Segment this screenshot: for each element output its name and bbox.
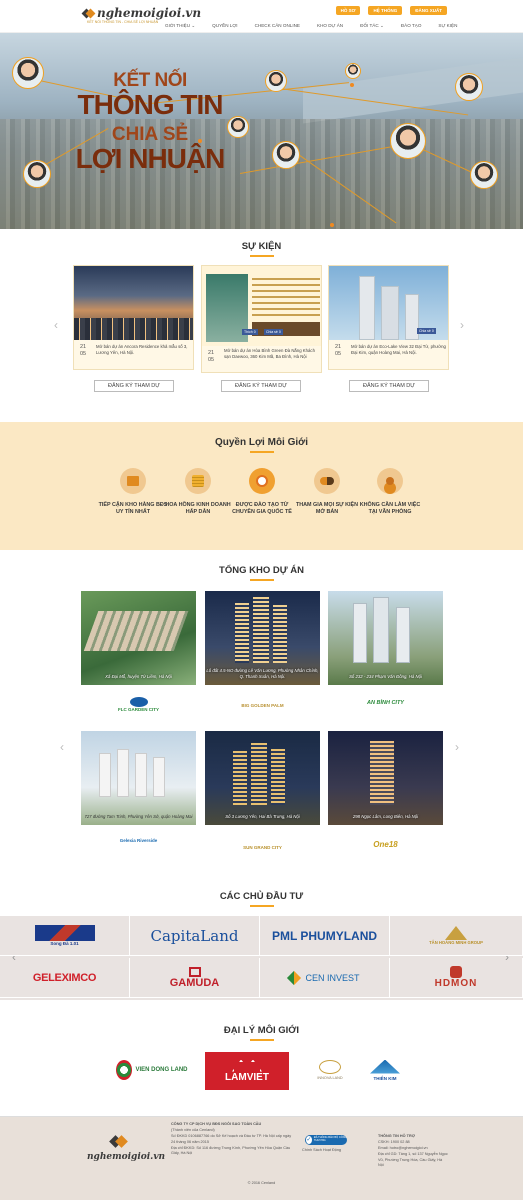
footer-email[interactable]: Email: hotro@nghemoigioi.vn xyxy=(378,1145,428,1150)
footer-company: CÔNG TY CP DỊCH VỤ BĐS NGÔI SAO TOÀN CẦU xyxy=(171,1122,262,1126)
footer-address: Địa chỉ ĐKKD: Số 116 đường Trung Kính, Phường Yên Hòa Quận Cầu Giấy, Hà Nội xyxy=(171,1145,291,1156)
ministry-badge-text: ĐÃ THÔNG BÁO BỘ CÔNG THƯƠNG xyxy=(313,1136,347,1142)
investor-name: Song Đà 1.01 xyxy=(50,941,79,946)
event-day: 21 xyxy=(335,344,342,350)
register-button[interactable]: ĐĂNG KÝ THAM DỰ xyxy=(94,380,174,392)
event-text: Mở bán dự án Eco-Lake View 32 Đại Từ, phường Đại Kim, quận Hoàng Mai, Hà Nội. xyxy=(351,344,446,356)
share-button[interactable]: Chia sẻ 0 xyxy=(266,330,281,334)
person-avatar xyxy=(23,160,51,188)
event-image xyxy=(329,266,448,340)
project-caption: 727 đường Tam Trinh, Phường Yên Sở, quận Hoàng Mai xyxy=(84,813,193,819)
benefit-label: KHÔNG CẦN LÀM VIỆC TẠI VĂN PHÒNG xyxy=(359,502,421,516)
event-date xyxy=(80,344,86,358)
footer-company-info xyxy=(171,1122,296,1157)
hdmon-logo-icon xyxy=(450,966,462,978)
investor-name: GAMUDA xyxy=(169,976,220,989)
investor-logo[interactable] xyxy=(390,958,523,998)
projects-next-arrow-icon[interactable]: › xyxy=(455,740,459,754)
investor-name: TÂN HOÀNG MINH GROUP xyxy=(429,940,483,945)
project-card[interactable] xyxy=(328,591,443,685)
event-date xyxy=(208,350,214,364)
investor-logo[interactable] xyxy=(0,916,130,956)
hero-banner[interactable] xyxy=(0,33,523,229)
hero-line-4: LỢI NHUẬN xyxy=(75,143,225,174)
investor-name: CapitaLand xyxy=(150,926,239,945)
eagle-logo-icon xyxy=(445,926,467,940)
nav-benefits[interactable]: QUYỀN LỢI xyxy=(212,23,238,28)
project-caption: Số 3 Lương Yên, Hai Bà Trưng, Hà Nội xyxy=(225,813,300,819)
investor-logo[interactable] xyxy=(130,916,260,956)
events-prev-arrow-icon[interactable]: ‹ xyxy=(54,318,58,332)
songda-logo-icon xyxy=(35,925,95,941)
investor-name: HDMON xyxy=(434,978,478,989)
agent-logo[interactable] xyxy=(355,1052,415,1088)
logo-tagline: KẾT NỐI THÔNG TIN - CHIA SẺ LỢI NHUẬN xyxy=(87,20,159,24)
project-card[interactable] xyxy=(328,731,443,825)
agent-name: VIEN DONG LAND xyxy=(135,1067,188,1073)
system-button[interactable]: HỆ THỐNG xyxy=(368,6,402,15)
event-text: Mở bán dự án Ancora Residence khả mẫu số 3, Lương Yên, Hà Nội. xyxy=(96,344,188,356)
footer-logo-diamond-icon xyxy=(109,1133,127,1151)
footer-logo[interactable] xyxy=(95,1133,127,1151)
event-day: 21 xyxy=(208,350,215,356)
project-logo[interactable]: Gelexia Riverside xyxy=(119,838,158,843)
project-logo-text: FLC GARDEN CITY xyxy=(118,707,159,712)
benefit-label: TIẾP CẬN KHO HÀNG BĐS UY TÍN NHẤT xyxy=(98,502,168,516)
cen-logo-icon xyxy=(287,970,301,984)
investors-title: CÁC CHỦ ĐẦU TƯ xyxy=(0,891,523,907)
benefit-item xyxy=(227,468,297,517)
nav-projects[interactable]: KHO DỰ ÁN xyxy=(317,23,344,28)
person-avatar xyxy=(272,141,300,169)
person-avatar xyxy=(390,123,426,159)
event-image xyxy=(202,266,321,346)
person-avatar xyxy=(345,63,361,79)
person-avatar xyxy=(455,73,483,101)
nav-training[interactable]: ĐÀO TẠO xyxy=(400,23,422,28)
event-card[interactable] xyxy=(328,265,449,370)
footer-hotline: CSKH: 1900 02 88 xyxy=(378,1139,410,1144)
person-avatar xyxy=(12,57,44,89)
footer-company-sub: (Thành viên của Cenland) xyxy=(171,1127,215,1132)
person-icon xyxy=(377,468,403,494)
benefit-label: THAM GIA MỌI SỰ KIỆN MỞ BÁN xyxy=(295,502,359,516)
register-button[interactable]: ĐĂNG KÝ THAM DỰ xyxy=(221,380,301,392)
project-card[interactable] xyxy=(205,731,320,825)
nav-partners[interactable]: ĐỐI TÁC ⌄ xyxy=(360,23,384,28)
project-logo[interactable]: BIG GOLDEN PALM xyxy=(241,703,284,708)
event-month: 05 xyxy=(80,351,87,358)
footer-policy-link[interactable]: Chính Sách Hoạt Động xyxy=(302,1148,342,1152)
projects-title: TỔNG KHO DỰ ÁN xyxy=(0,565,523,581)
event-card[interactable] xyxy=(73,265,194,370)
event-image xyxy=(74,266,193,340)
coins-icon xyxy=(185,468,211,494)
handshake-icon xyxy=(314,468,340,494)
benefit-item xyxy=(163,468,233,517)
benefits-title: Quyền Lợi Môi Giới xyxy=(0,437,523,453)
footer-office-address: Địa chỉ GD: Tầng 1, số 137 Nguyễn Ngọc Vũ, Phường Trung Hòa, Cầu Giấy, Hà Nội xyxy=(378,1151,448,1168)
shop-icon xyxy=(120,468,146,494)
like-button[interactable]: Thích 0 xyxy=(244,330,256,334)
medal-icon xyxy=(249,468,275,494)
project-logo[interactable]: SUN GRAND CITY xyxy=(243,845,282,850)
agent-logo[interactable] xyxy=(205,1052,289,1090)
agent-name: INNOVA LAND xyxy=(317,1076,343,1080)
profile-button[interactable]: HỒ SƠ xyxy=(336,6,361,15)
benefit-item xyxy=(292,468,362,517)
project-caption: Xã Đại Mỗ, huyện Từ Liêm, Hà Nội xyxy=(105,673,172,679)
project-card[interactable] xyxy=(205,591,320,685)
thienkim-logo-icon xyxy=(370,1060,400,1074)
investors-prev-arrow-icon[interactable]: ‹ xyxy=(12,950,16,964)
ministry-badge[interactable] xyxy=(305,1135,347,1145)
logo-diamond-icon xyxy=(82,7,95,20)
benefit-item xyxy=(355,468,425,517)
project-caption: 298 Ngọc Lâm, Long Biên, Hà Nội xyxy=(352,813,419,819)
benefit-label: HOA HỒNG KINH DOANH HẤP DẪN xyxy=(165,502,231,516)
header xyxy=(0,0,523,33)
investor-logo[interactable] xyxy=(0,958,130,998)
investor-logo[interactable] xyxy=(390,916,523,956)
logout-button[interactable]: ĐĂNG XUẤT xyxy=(410,6,447,15)
hero-line-1: KẾT NỐI xyxy=(113,70,187,91)
agent-logo[interactable] xyxy=(300,1052,360,1088)
project-caption: Lô đất 4.5-NO đường Lê Văn Lương, Phường Nhân Chính, Q. Thanh Xuân, Hà Nội. xyxy=(206,667,319,679)
footer-logo-text: nghemoigioi.vn xyxy=(87,1152,166,1162)
footer-support xyxy=(378,1134,448,1169)
event-date xyxy=(335,344,341,358)
logo-text: nghemoigioi.vn xyxy=(97,6,202,20)
register-button[interactable]: ĐĂNG KÝ THAM DỰ xyxy=(349,380,429,392)
projects-prev-arrow-icon[interactable]: ‹ xyxy=(60,740,64,754)
project-caption: Số 232 - 234 Phạm Văn Đồng, Hà Nội xyxy=(349,673,422,679)
events-next-arrow-icon[interactable]: › xyxy=(460,318,464,332)
agent-name: THIÊN KIM xyxy=(373,1075,397,1081)
footer-copyright: © 2016 Cenland xyxy=(247,1181,276,1185)
investor-name: GELEXIMCO xyxy=(32,971,97,984)
investor-logo[interactable] xyxy=(130,958,260,998)
hero-river xyxy=(303,58,523,124)
event-card[interactable] xyxy=(201,265,322,373)
nav-about[interactable]: GIỚI THIỆU ⌄ xyxy=(165,23,196,28)
check-icon: ✓ xyxy=(306,1137,312,1143)
investor-name: CEN INVEST xyxy=(305,972,360,983)
agent-name: LAMVIET xyxy=(225,1071,269,1083)
nav-events[interactable]: SỰ KIỆN xyxy=(438,23,458,28)
person-avatar xyxy=(265,70,287,92)
main-nav xyxy=(165,23,457,29)
account-buttons xyxy=(336,6,447,15)
viendong-logo-icon xyxy=(116,1060,132,1080)
project-logo[interactable]: One18 xyxy=(373,840,398,849)
person-avatar xyxy=(470,161,498,189)
investor-logo[interactable] xyxy=(260,916,390,956)
event-month: 05 xyxy=(208,357,215,364)
project-card[interactable] xyxy=(81,591,196,685)
flc-logo-icon xyxy=(130,697,148,707)
event-text: Mở bán dự án Hòa Bình Green Đà Nẵng Khách sạn Daewoo, 360 Kim Mã, Ba Đình, Hà Nội xyxy=(224,348,315,360)
nav-check-online[interactable]: CHECK CĂN ONLINE xyxy=(254,23,300,28)
footer-support-title: THÔNG TIN HỖ TRỢ xyxy=(378,1134,415,1138)
project-card[interactable] xyxy=(81,731,196,825)
events-title: SỰ KIỆN xyxy=(0,241,523,257)
agent-logo[interactable] xyxy=(110,1052,194,1088)
network-dot xyxy=(330,223,334,227)
hero-line-2: THÔNG TIN xyxy=(77,89,223,120)
event-month: 05 xyxy=(335,351,342,358)
innova-logo-icon xyxy=(319,1060,341,1074)
logo[interactable] xyxy=(82,6,201,20)
gamuda-logo-icon xyxy=(189,967,201,977)
benefit-label: ĐƯỢC ĐÀO TẠO TỪ CHUYÊN GIA QUỐC TẾ xyxy=(232,502,292,516)
project-logo[interactable]: AN BÌNH CITY xyxy=(367,700,404,706)
benefit-item xyxy=(98,468,168,517)
investor-name: PML PHUMYLAND xyxy=(271,928,378,943)
network-dot xyxy=(350,83,354,87)
share-button[interactable]: Chia sẻ 0 xyxy=(419,329,434,333)
investors-next-arrow-icon[interactable]: › xyxy=(505,950,509,964)
investor-logo[interactable] xyxy=(260,958,390,998)
hero-line-3: CHIA SẺ xyxy=(111,124,189,145)
event-day: 21 xyxy=(80,344,87,350)
footer-license: Số ĐKKD 0106887766 do Sở Kế hoạch và Đầu tư TP. Hà Nội cấp ngày 24 tháng 06 năm 2015 xyxy=(171,1133,292,1144)
hero-title xyxy=(50,71,250,173)
agents-title: ĐẠI LÝ MÔI GIỚI xyxy=(0,1025,523,1041)
project-logo[interactable] xyxy=(81,697,196,712)
lamviet-logo-icon xyxy=(232,1060,262,1072)
